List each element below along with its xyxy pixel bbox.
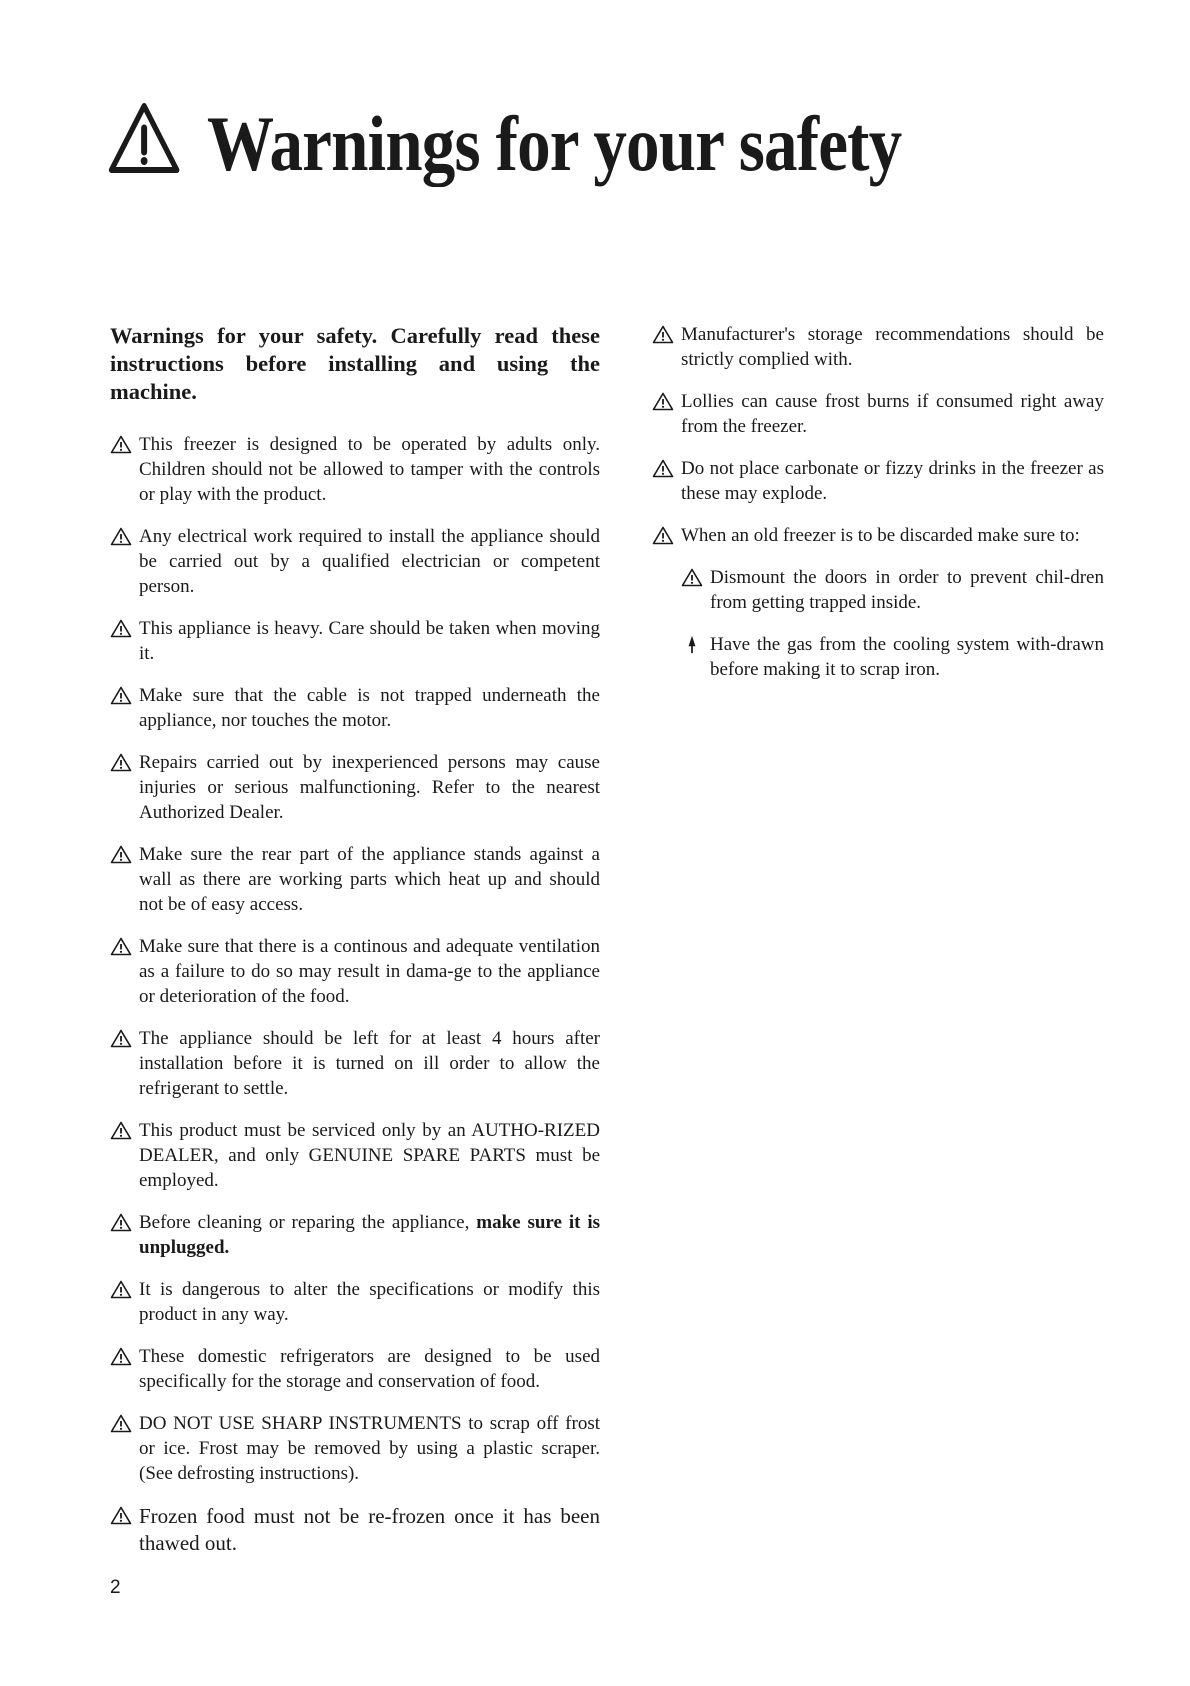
warning-item: Before cleaning or reparing the appliance, make sure it is unplugged. <box>110 1210 600 1260</box>
warning-item: Make sure that there is a continous and adequate ventilation as a failure to do so may result in dama-ge to the appliance or deterioration of the food. <box>110 934 600 1009</box>
warning-triangle-icon <box>110 1347 132 1366</box>
warning-triangle-icon <box>652 325 674 344</box>
warning-item: This product must be serviced only by an AUTHO-RIZED DEALER, and only GENUINE SPARE PARTS must be employed. <box>110 1118 600 1193</box>
warning-triangle-icon <box>110 1280 132 1299</box>
warning-triangle-icon <box>110 845 132 864</box>
warning-triangle-icon <box>652 526 674 545</box>
bold-emphasis: make sure it is unplugged. <box>139 1212 600 1258</box>
warning-triangle-icon <box>108 100 207 187</box>
page-number: 2 <box>110 1577 121 1598</box>
left-column <box>110 322 600 1574</box>
warning-triangle-icon <box>110 619 132 638</box>
warning-triangle-icon <box>110 686 132 705</box>
warning-triangle-icon <box>110 1121 132 1140</box>
warning-triangle-icon <box>110 937 132 956</box>
warning-triangle-icon <box>681 568 703 587</box>
warning-sub-item: Have the gas from the cooling system with-drawn before making it to scrap iron. <box>681 632 1104 682</box>
warning-triangle-icon <box>110 435 132 454</box>
page-title-text: Warnings for your safety <box>206 100 902 187</box>
warning-item: When an old freezer is to be discarded make sure to: <box>652 523 1104 548</box>
warning-item: Lollies can cause frost burns if consumed right away from the freezer. <box>652 389 1104 439</box>
warning-item: This appliance is heavy. Care should be taken when moving it. <box>110 616 600 666</box>
warning-item: Any electrical work required to install the appliance should be carried out by a qualified electrician or competent person. <box>110 524 600 599</box>
warning-triangle-icon <box>652 459 674 478</box>
intro-heading: Warnings for your safety. Carefully read these instructions before installing and using the machine. <box>110 323 600 404</box>
warning-item: Do not place carbonate or fizzy drinks in the freezer as these may explode. <box>652 456 1104 506</box>
warning-item: Make sure that the cable is not trapped underneath the appliance, nor touches the motor. <box>110 683 600 733</box>
warning-triangle-icon <box>652 392 674 411</box>
right-column <box>652 322 1104 699</box>
warning-item: It is dangerous to alter the specifications or modify this product in any way. <box>110 1277 600 1327</box>
warning-item: Repairs carried out by inexperienced persons may cause injuries or serious malfunctioning. Refer to the nearest Authorized Dealer. <box>110 750 600 825</box>
down-arrow-icon <box>681 635 703 654</box>
warning-item: Manufacturer's storage recommendations should be strictly complied with. <box>652 322 1104 372</box>
warning-triangle-icon <box>110 527 132 546</box>
warning-item: These domestic refrigerators are designed to be used specifically for the storage and conservation of food. <box>110 1344 600 1394</box>
warning-item: The appliance should be left for at least 4 hours after installation before it is turned on ill order to allow the refrigerant to settle. <box>110 1026 600 1101</box>
warning-item: Frozen food must not be re-frozen once it has been thawed out. <box>110 1503 600 1557</box>
warning-triangle-icon <box>110 1506 132 1525</box>
warning-sub-item: Dismount the doors in order to prevent chil-dren from getting trapped inside. <box>681 565 1104 615</box>
warning-triangle-icon <box>110 1213 132 1232</box>
warning-item: This freezer is designed to be operated by adults only. Children should not be allowed to tamper with the controls or play with the product. <box>110 432 600 507</box>
warning-triangle-icon <box>110 1029 132 1048</box>
warning-triangle-icon <box>110 1414 132 1433</box>
warning-item: DO NOT USE SHARP INSTRUMENTS to scrap off frost or ice. Frost may be removed by using a plastic scraper. (See defrosting instructions). <box>110 1411 600 1486</box>
warning-item: Make sure the rear part of the appliance stands against a wall as there are working parts which heat up and should not be of easy access. <box>110 842 600 917</box>
warning-triangle-icon <box>110 753 132 772</box>
page-title <box>108 96 901 192</box>
